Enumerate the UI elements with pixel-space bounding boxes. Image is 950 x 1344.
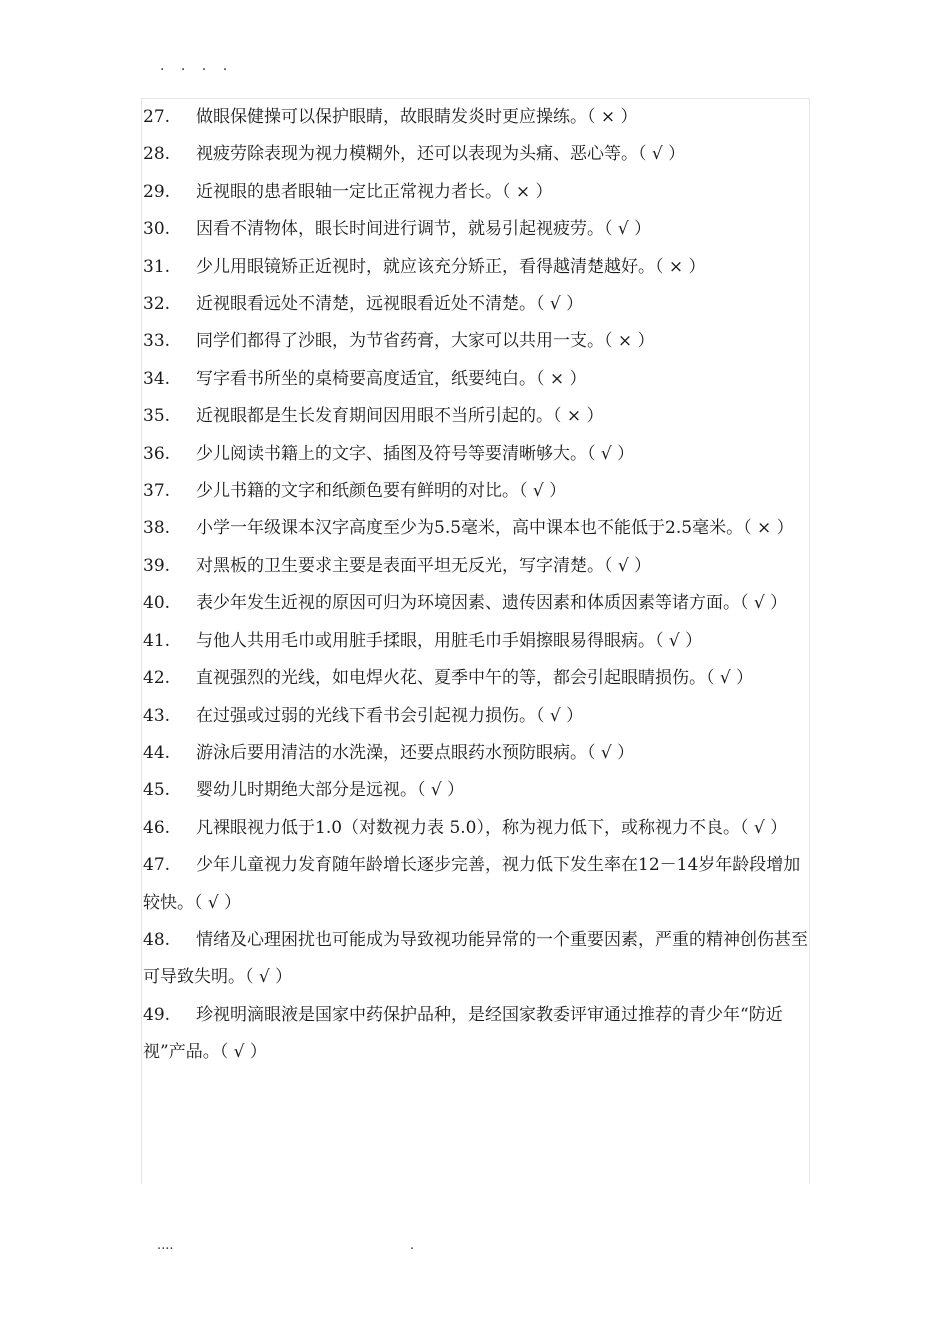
item-number: 39. xyxy=(143,555,171,576)
item-number: 42. xyxy=(143,668,171,689)
list-item xyxy=(143,436,813,473)
list-item xyxy=(143,211,813,248)
item-text: 表少年发生近视的原因可归为环境因素、遗传因素和体质因素等诸方面。（ √ ） xyxy=(196,593,788,614)
item-number: 33. xyxy=(143,331,171,352)
list-item xyxy=(143,810,813,847)
item-text: 做眼保健操可以保护眼睛，故眼睛发炎时更应操练。（ × ） xyxy=(196,107,638,127)
item-text: 视疲劳除表现为视力模糊外，还可以表现为头痛、恶心等。（ √ ） xyxy=(196,144,686,165)
list-item xyxy=(143,623,813,660)
item-text: 凡裸眼视力低于1.0（对数视力表 5.0），称为视力低下，或称视力不良。（ √ ） xyxy=(196,817,788,838)
item-number: 27. xyxy=(143,107,171,127)
list-item xyxy=(143,323,813,360)
item-number: 48. xyxy=(143,929,171,950)
list-item xyxy=(143,136,813,173)
list-item xyxy=(143,922,813,997)
item-number: 49. xyxy=(143,1004,171,1025)
item-text: 少年儿童视力发育随年龄增长逐步完善，视力低下发生率在12－14岁年龄段增加较快。（ √ ） xyxy=(143,855,801,913)
item-number: 31. xyxy=(143,256,171,277)
item-text: 婴幼儿时期绝大部分是远视。（ √ ） xyxy=(196,780,465,801)
list-item xyxy=(143,772,813,809)
list-item xyxy=(143,735,813,772)
question-list xyxy=(143,99,813,1072)
item-text: 珍视明滴眼液是国家中药保护品种，是经国家教委评审通过推荐的青少年“防近视”产品。（ √ ） xyxy=(143,1004,783,1063)
item-text: 近视眼看远处不清楚，远视眼看近处不清楚。（ √ ） xyxy=(196,294,584,315)
list-item xyxy=(143,99,813,136)
item-number: 32. xyxy=(143,294,171,315)
list-item xyxy=(143,286,813,323)
item-number: 47. xyxy=(143,855,171,876)
list-item xyxy=(143,660,813,697)
item-number: 38. xyxy=(143,518,171,539)
list-item xyxy=(143,585,813,622)
item-number: 46. xyxy=(143,817,171,838)
list-item xyxy=(143,997,813,1072)
item-text: 近视眼的患者眼轴一定比正常视力者长。（ × ） xyxy=(196,181,553,202)
item-number: 41. xyxy=(143,630,171,651)
item-text: 同学们都得了沙眼，为节省药膏，大家可以共用一支。（ × ） xyxy=(196,331,655,352)
list-item xyxy=(143,361,813,398)
item-number: 36. xyxy=(143,443,171,464)
list-item xyxy=(143,249,813,286)
item-number: 37. xyxy=(143,481,171,502)
footer-right-dot: . xyxy=(410,1238,415,1253)
list-item xyxy=(143,847,813,922)
item-text: 少儿书籍的文字和纸颜色要有鲜明的对比。（ √ ） xyxy=(196,481,567,502)
item-text: 直视强烈的光线，如电焊火花、夏季中午的等，都会引起眼睛损伤。（ √ ） xyxy=(196,668,754,689)
item-number: 30. xyxy=(143,219,171,240)
list-item xyxy=(143,698,813,735)
list-item xyxy=(143,398,813,435)
item-text: 情绪及心理困扰也可能成为导致视功能异常的一个重要因素，严重的精神创伤甚至可导致失明。（ √ ） xyxy=(143,929,808,988)
item-text: 少儿阅读书籍上的文字、插图及符号等要清晰够大。（ √ ） xyxy=(196,443,635,464)
list-item xyxy=(143,510,813,547)
item-number: 34. xyxy=(143,368,171,389)
item-number: 44. xyxy=(143,742,171,763)
list-item xyxy=(143,473,813,510)
item-text: 因看不清物体，眼长时间进行调节，就易引起视疲劳。（ √ ） xyxy=(196,219,652,240)
footer-left-dots: .... xyxy=(157,1238,174,1253)
item-number: 28. xyxy=(143,144,171,165)
header-dots: . . . . xyxy=(160,58,234,74)
item-text: 游泳后要用清洁的水洗澡，还要点眼药水预防眼病。（ √ ） xyxy=(196,742,635,763)
item-text: 近视眼都是生长发育期间因用眼不当所引起的。（ × ） xyxy=(196,406,604,427)
list-item xyxy=(143,548,813,585)
item-number: 35. xyxy=(143,406,171,427)
item-text: 在过强或过弱的光线下看书会引起视力损伤。（ √ ） xyxy=(196,705,584,726)
item-text: 小学一年级课本汉字高度至少为5.5毫米，高中课本也不能低于2.5毫米。（ × ） xyxy=(196,518,794,539)
item-number: 45. xyxy=(143,780,171,801)
item-text: 少儿用眼镜矫正近视时，就应该充分矫正，看得越清楚越好。（ × ） xyxy=(196,256,706,277)
item-text: 写字看书所坐的桌椅要高度适宜，纸要纯白。（ × ） xyxy=(196,368,587,389)
item-text: 对黑板的卫生要求主要是表面平坦无反光，写字清楚。（ √ ） xyxy=(196,555,652,576)
item-number: 29. xyxy=(143,181,171,202)
item-number: 40. xyxy=(143,593,171,614)
list-item xyxy=(143,174,813,211)
item-number: 43. xyxy=(143,705,171,726)
item-text: 与他人共用毛巾或用脏手揉眼，用脏毛巾手娟擦眼易得眼病。（ √ ） xyxy=(196,630,703,651)
